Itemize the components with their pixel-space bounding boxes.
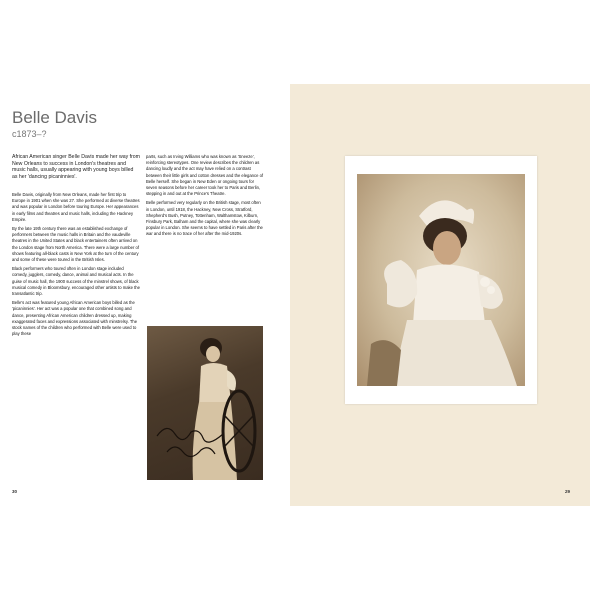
handwritten-signature — [153, 416, 233, 466]
signed-portrait-photo — [147, 326, 263, 480]
body-paragraph: Black performers who toured often in London stage included comedy, jugglers, comedy, dance, animal and musical acts. In the guise of music hall, the 1900 success of the minstrel shows, of black musical comedy in Bloomsbury, encouraged other artists to make the transatlantic trip. — [12, 266, 140, 297]
page-subtitle: c1873–? — [12, 129, 47, 139]
body-paragraph: Belle Davis, originally from New Orleans, made her first trip to Europe in 1901 when she was 27. She performed at diverse theatres and was popular in London before touring Europe. Her appearances in early films and theatres and music halls, including the Hackney Empire. — [12, 192, 140, 222]
photo-mount — [345, 156, 537, 404]
seated-woman-illustration — [357, 174, 525, 386]
page-title: Belle Davis — [12, 108, 98, 127]
body-paragraph: Belle's act was featured young African American boys billed as the 'picaninnies'. Her act was a popular one that combined song and dance, presenting African American children dressed up, making exaggerated faces and expressions associated with minstrelsy. The stock names of the children who performed with Belle were used to play these — [12, 300, 138, 337]
page-number-left: 30 — [12, 489, 18, 494]
body-paragraph: parts, such as Irving Williams who was known as 'Sneeze', reinforcing stereotypes. One review describes the children as dancing loudly and the act may have relied on a contrast between their little girls and cotton dresses and the elegance of Belle herself. She began in New Eden or ongoing tours for seven seasons before her career took her to Paris and Berlin, stepping in and out at the Prince's Theatre. — [146, 154, 264, 197]
portrait-photo — [357, 174, 525, 386]
book-spread — [0, 84, 590, 506]
page-number-right: 29 — [564, 489, 570, 494]
body-column-two — [146, 154, 264, 314]
intro-paragraph: African American singer Belle Davis made her way from New Orleans to success in London's theatres and music halls, usually appearing with young boys billed as her 'dancing picaninnies'. — [12, 154, 141, 180]
body-paragraph: By the late 19th century there was an established exchange of performers between the music halls in Britain and the vaudeville theatres in the United States and black entertainers often arrived on the London stage from North America. There were a large number of shows featuring all-black casts in New York at the turn of the century and some of these were toured in the British Isles. — [12, 226, 140, 263]
right-page — [290, 84, 590, 506]
body-column-one — [12, 192, 140, 492]
body-paragraph: Belle performed very regularly on the British stage, most often in London, until 1918, the Hackney, New Cross, Stratford, Shepherd's Bush, Putney, Tottenham, Walthamstow, Kilburn, Finsbury Park, Balham and the capital, where she was clearly popular in London. She seems to have settled in Paris after the war and there is no trace of her after the mid-1920s. — [146, 200, 263, 237]
left-page — [0, 84, 290, 506]
